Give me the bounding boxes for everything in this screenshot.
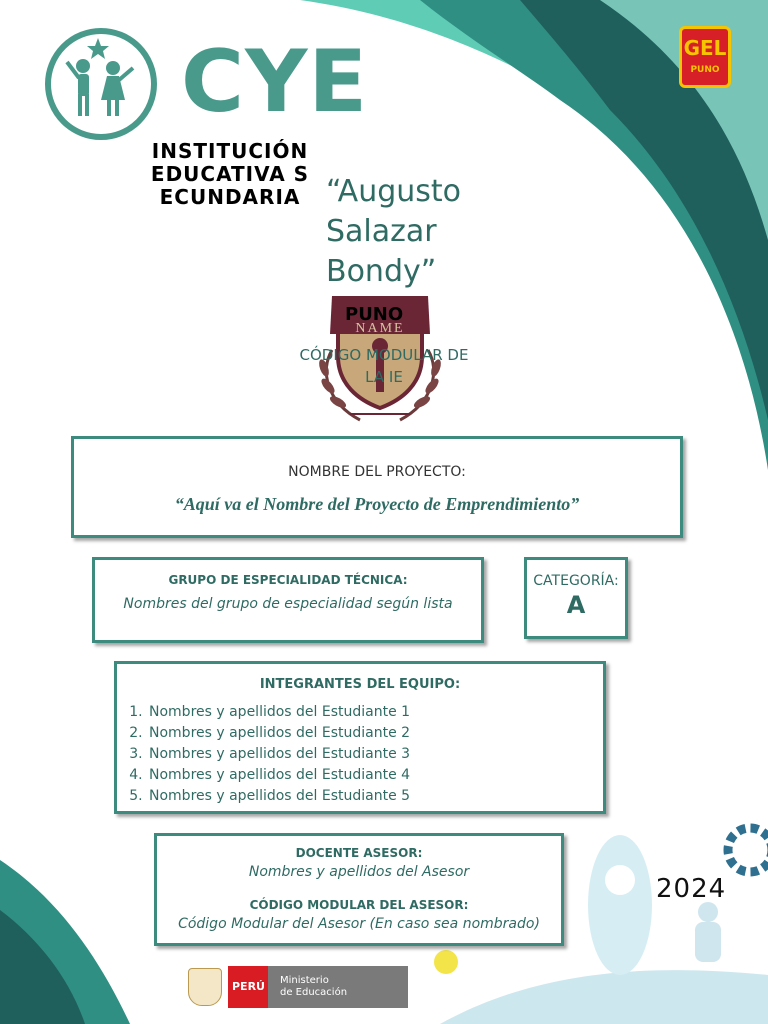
specialty-group-card <box>92 557 484 643</box>
advisor-code-value: Código Modular del Asesor (En caso sea nombrado) <box>178 916 540 932</box>
year: 2024 <box>656 874 727 904</box>
team-label: INTEGRANTES DEL EQUIPO: <box>259 677 461 692</box>
cye-logo <box>45 26 375 146</box>
city-label: PUNO <box>345 304 404 325</box>
team-card <box>114 661 606 814</box>
ministry-name <box>268 966 408 1008</box>
specialty-group-value: Nombres del grupo de especialidad según lista <box>123 596 453 612</box>
school-name: “Augusto Salazar Bondy” <box>326 174 462 289</box>
team-member: 5. Nombres y apellidos del Estudiante 5 <box>147 786 603 807</box>
gel-badge-title: GEL <box>683 36 727 60</box>
ministry-line-2: de Educación <box>280 987 348 998</box>
project-label: NOMBRE DEL PROYECTO: <box>288 464 466 480</box>
children-icon <box>51 34 151 134</box>
project-card <box>71 436 683 538</box>
advisor-card <box>154 833 564 946</box>
gel-badge-subtitle: PUNO <box>690 65 720 75</box>
category-label: CATEGORÍA: <box>533 573 619 589</box>
category-value: A <box>566 591 586 619</box>
advisor-code-label: CÓDIGO MODULAR DEL ASESOR: <box>249 898 469 912</box>
project-name: “Aquí va el Nombre del Proyecto de Emprendimiento” <box>174 494 580 514</box>
crest-banner-text: NAME <box>355 321 405 336</box>
team-member: 4. Nombres y apellidos del Estudiante 4 <box>147 765 603 786</box>
advisor-name: Nombres y apellidos del Asesor <box>248 864 470 880</box>
team-member: 2. Nombres y apellidos del Estudiante 2 <box>147 723 603 744</box>
cye-logo-text: CYE <box>181 32 369 132</box>
peru-label: PERÚ <box>228 966 268 1008</box>
category-card <box>524 557 628 639</box>
advisor-label: DOCENTE ASESOR: <box>295 846 423 860</box>
gel-puno-badge <box>679 26 731 88</box>
minedu-logo <box>188 966 410 1008</box>
team-member-list <box>117 702 603 807</box>
specialty-group-label: GRUPO DE ESPECIALIDAD TÉCNICA: <box>168 573 408 587</box>
peru-coat-of-arms-icon <box>188 968 222 1006</box>
team-member: 1. Nombres y apellidos del Estudiante 1 <box>147 702 603 723</box>
ie-modular-code-label: CÓDIGO MODULAR DE LA IE <box>299 346 469 386</box>
team-member: 3. Nombres y apellidos del Estudiante 3 <box>147 744 603 765</box>
cye-logo-circle <box>45 28 157 140</box>
ministry-line-1: Ministerio <box>280 975 329 986</box>
institution-type: INSTITUCIÓN EDUCATIVA SECUNDARIA <box>150 139 310 209</box>
